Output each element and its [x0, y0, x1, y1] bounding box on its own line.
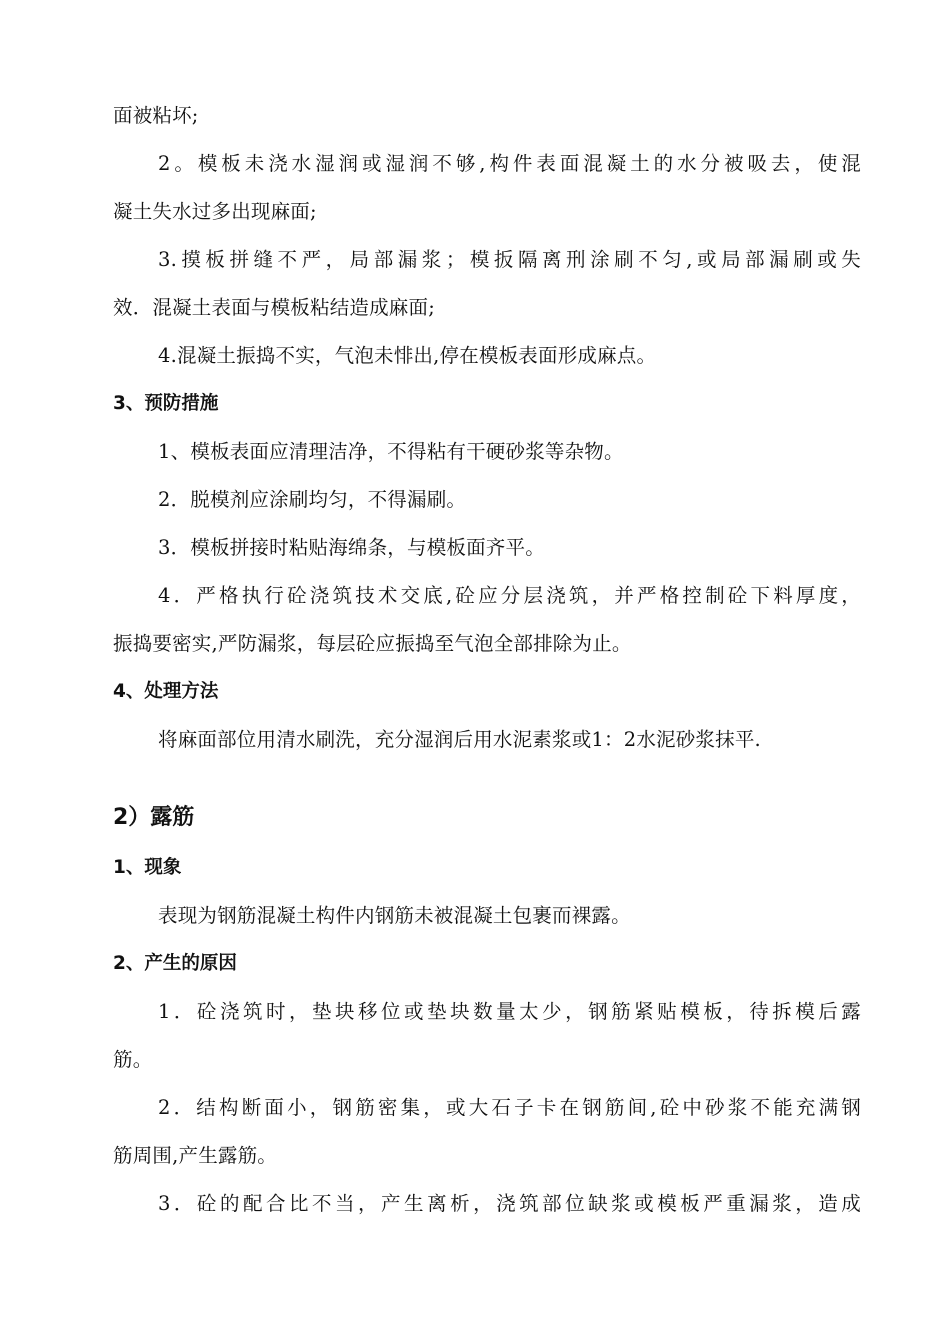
body-text-span: 3.摸板拼缝不严，局部漏浆；模扳隔离刑涂刷不匀,或局部漏刷或失 [158, 248, 861, 271]
chapter-heading: 2）露筋 [113, 805, 195, 830]
body-text-line [113, 1084, 861, 1132]
body-text-line [113, 1180, 861, 1228]
body-text-line: 表现为钢筋混凝土构件内钢筋未被混凝土包裹而裸露。 [158, 904, 631, 927]
section-heading: 2、产生的原因 [113, 953, 237, 974]
body-text-span: 2．结构断面小，钢筋密集，或大石子卡在钢筋间,砼中砂浆不能充满钢 [158, 1096, 861, 1119]
body-text-line [113, 236, 861, 284]
body-text-line: 凝土失水过多出现麻面; [113, 200, 317, 223]
body-text-line [113, 140, 861, 188]
section-heading: 1、现象 [113, 857, 182, 878]
body-text-span: 1．砼浇筑时，垫块移位或垫块数量太少，钢筋紧贴模板，待拆模后露 [158, 1000, 861, 1023]
body-text-line [113, 572, 861, 620]
body-text-line: 筋周围,产生露筋。 [113, 1144, 277, 1167]
section-heading: 4、处理方法 [113, 681, 219, 702]
body-text-line: 4.混凝土振捣不实，气泡未悱出,停在模板表面形成麻点。 [158, 344, 657, 367]
body-text-line: 筋。 [113, 1048, 153, 1071]
body-text-span: 3．砼的配合比不当，产生离析，浇筑部位缺浆或模板严重漏浆，造成 [158, 1192, 861, 1215]
section-heading: 3、预防措施 [113, 393, 219, 414]
body-text-line: 1、模板表面应清理洁净，不得粘有干硬砂浆等杂物。 [158, 440, 624, 463]
body-text-span: 4．严格执行砼浇筑技术交底,砼应分层浇筑，并严格控制砼下料厚度， [158, 584, 861, 607]
body-text-line: 振捣要密实,严防漏浆，每层砼应振捣至气泡全部排除为止。 [113, 632, 632, 655]
body-text-line: 3．模板拼接时粘贴海绵条，与模板面齐平。 [158, 536, 545, 559]
body-text-line: 效．混凝土表面与模板粘结造成麻面; [113, 296, 435, 319]
body-text-line: 2．脱模剂应涂刷均匀，不得漏刷。 [158, 488, 467, 511]
body-text-line: 将麻面部位用清水刷洗，充分湿润后用水泥素浆或1：2水泥砂浆抹平. [158, 728, 761, 751]
body-text-span: 2。模板未浇水湿润或湿润不够,构件表面混凝土的水分被吸去，使混 [158, 152, 861, 175]
document-page [113, 92, 861, 1228]
body-text-line: 面被粘坏; [113, 104, 199, 127]
body-text-line [113, 988, 861, 1036]
